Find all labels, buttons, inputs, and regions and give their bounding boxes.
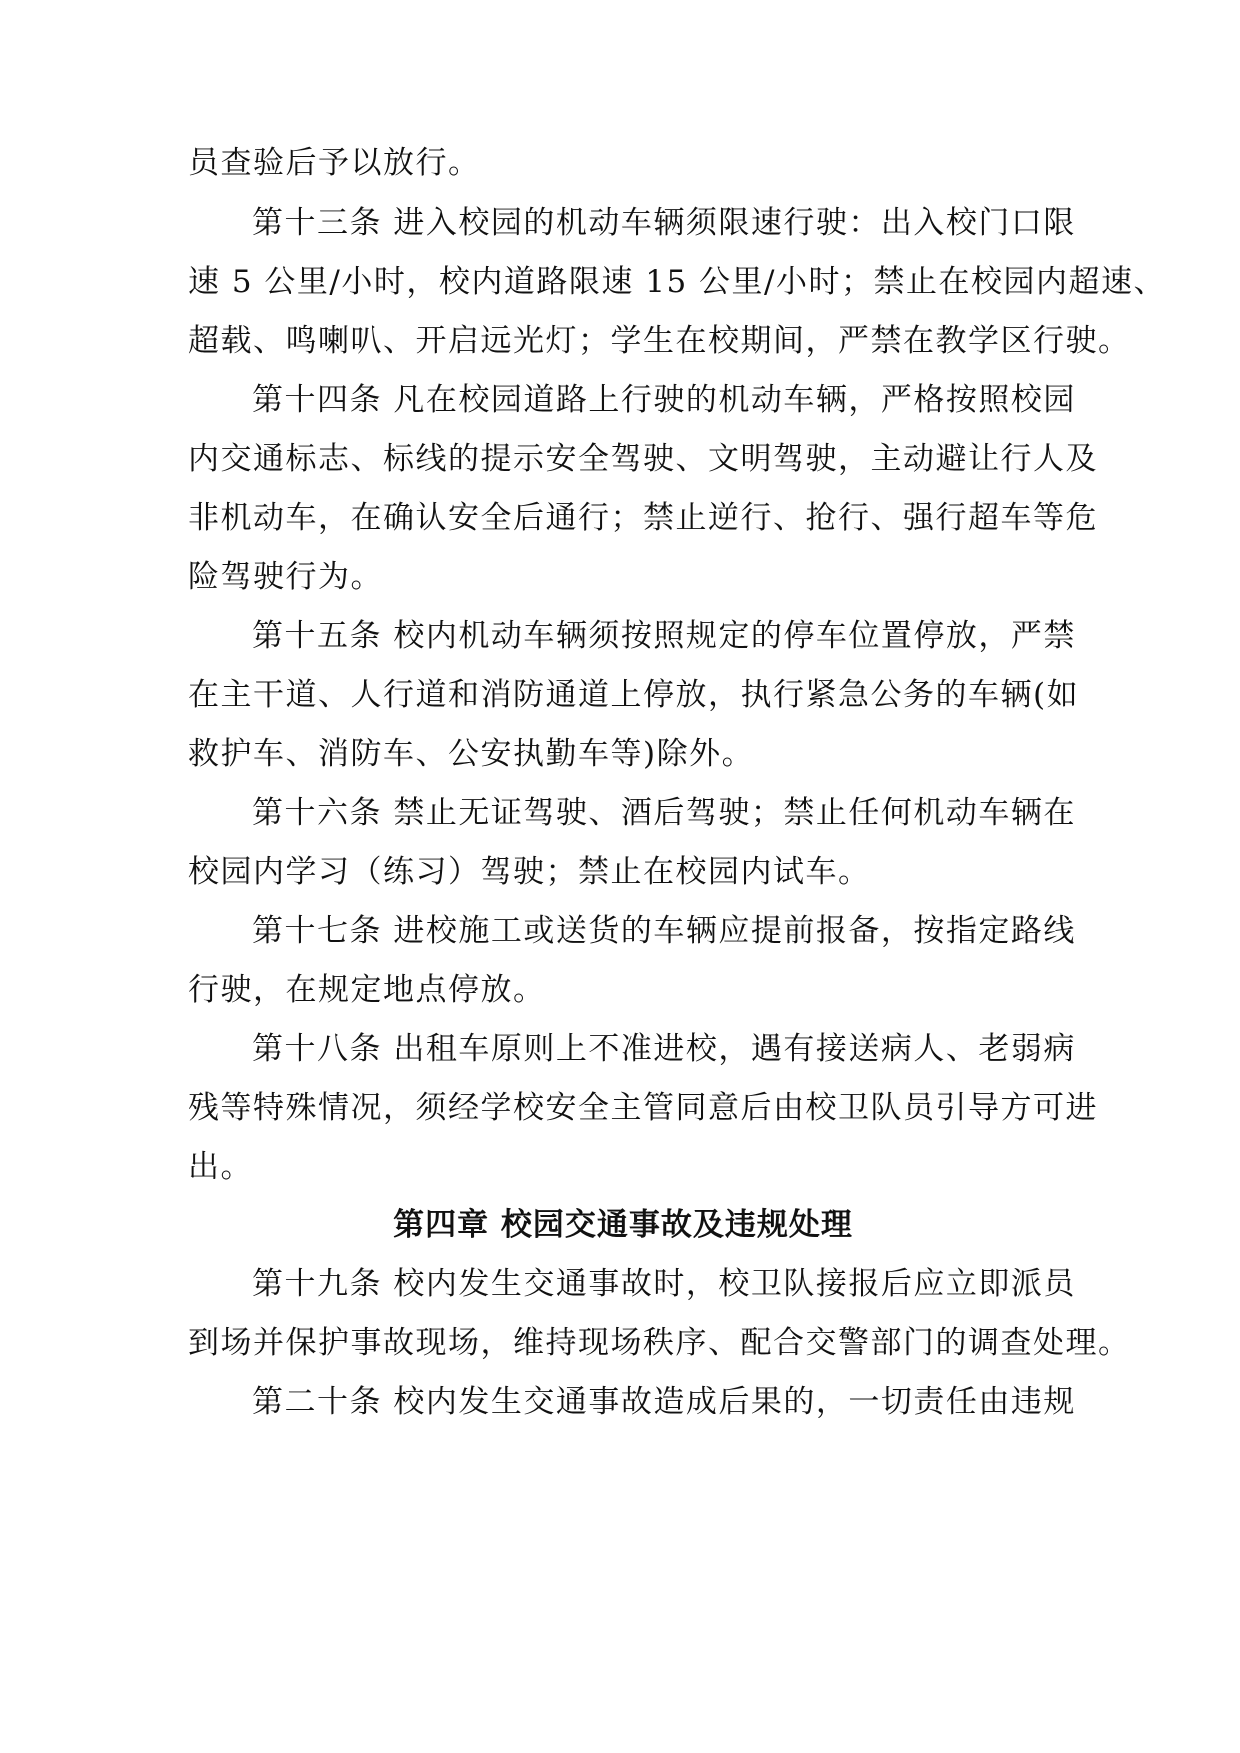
- text-line: 救护车、消防车、公安执勤车等)除外。: [188, 736, 755, 772]
- text-line: 校园内学习（练习）驾驶；禁止在校园内试车。: [188, 854, 871, 890]
- text-line: 到场并保护事故现场，维持现场秩序、配合交警部门的调查处理。: [188, 1325, 1131, 1361]
- article-17-line: 第十七条 进校施工或送货的车辆应提前报备，按指定路线: [252, 913, 1076, 949]
- article-19-line: 第十九条 校内发生交通事故时，校卫队接报后应立即派员: [252, 1266, 1076, 1302]
- article-14-line: 第十四条 凡在校园道路上行驶的机动车辆，严格按照校园: [252, 382, 1076, 418]
- text-line: 速 5 公里/小时，校内道路限速 15 公里/小时；禁止在校园内超速、: [188, 264, 1166, 300]
- text-line: 行驶，在规定地点停放。: [188, 972, 546, 1008]
- text-line: 内交通标志、标线的提示安全驾驶、文明驾驶，主动避让行人及: [188, 441, 1098, 477]
- text-line: 员查验后予以放行。: [188, 145, 481, 181]
- article-15-line: 第十五条 校内机动车辆须按照规定的停车位置停放，严禁: [252, 618, 1076, 654]
- article-13-line: 第十三条 进入校园的机动车辆须限速行驶：出入校门口限: [252, 205, 1076, 241]
- article-16-line: 第十六条 禁止无证驾驶、酒后驾驶；禁止任何机动车辆在: [252, 795, 1076, 831]
- article-18-line: 第十八条 出租车原则上不准进校，遇有接送病人、老弱病: [252, 1031, 1076, 1067]
- article-20-line: 第二十条 校内发生交通事故造成后果的，一切责任由违规: [252, 1384, 1076, 1420]
- text-line: 残等特殊情况，须经学校安全主管同意后由校卫队员引导方可进: [188, 1090, 1098, 1126]
- text-line: 在主干道、人行道和消防通道上停放，执行紧急公务的车辆(如: [188, 677, 1080, 713]
- text-line: 险驾驶行为。: [188, 559, 383, 595]
- text-line: 非机动车，在确认安全后通行；禁止逆行、抢行、强行超车等危: [188, 500, 1098, 536]
- text-line: 出。: [188, 1149, 253, 1185]
- chapter-heading: 第四章 校园交通事故及违规处理: [393, 1207, 853, 1243]
- text-line: 超载、鸣喇叭、开启远光灯；学生在校期间，严禁在教学区行驶。: [188, 323, 1131, 359]
